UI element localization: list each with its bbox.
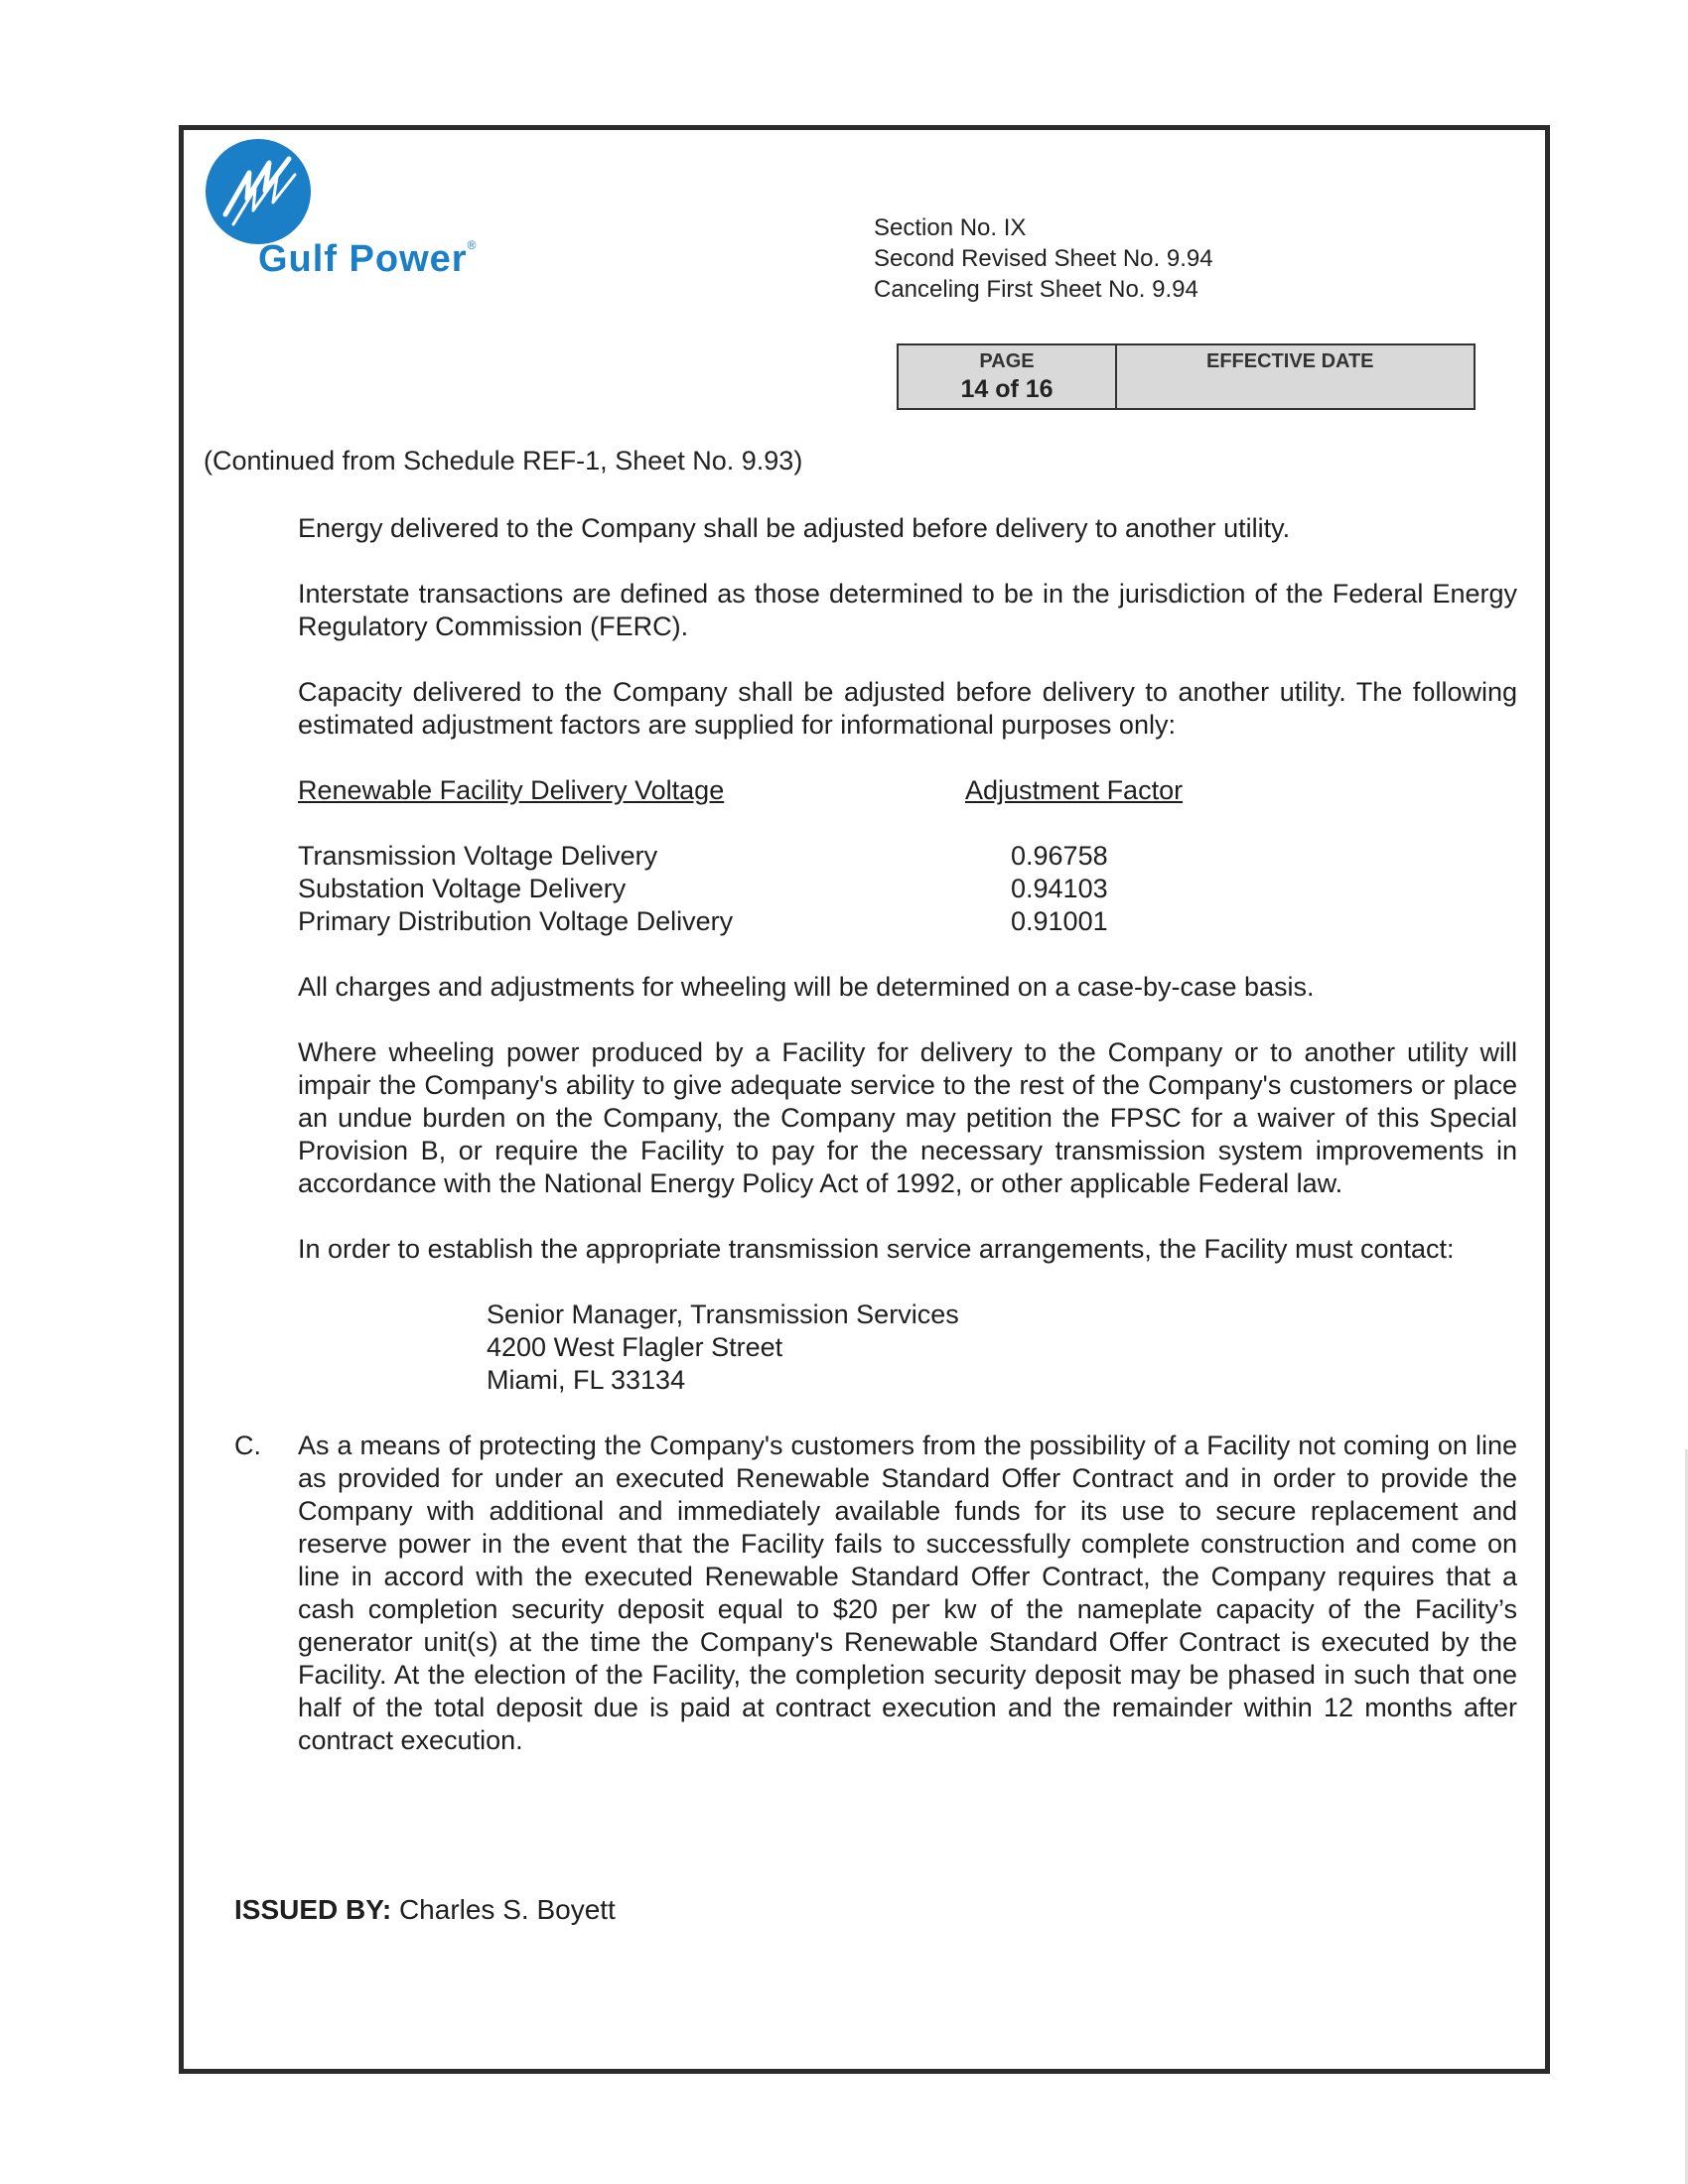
- effective-date-cell: [1117, 345, 1474, 408]
- issued-by-label: ISSUED BY:: [234, 1894, 392, 1925]
- gulf-power-logo-icon: [204, 137, 313, 246]
- factor-table-header: [298, 774, 1291, 807]
- canceling-sheet: Canceling First Sheet No. 9.94: [874, 276, 1198, 303]
- provision-letter: C.: [234, 1431, 261, 1460]
- row-value: 0.91001: [1011, 906, 1108, 936]
- header-adjustment-factor: Adjustment Factor: [965, 775, 1184, 805]
- page-cell: [899, 345, 1117, 408]
- table-row: [298, 840, 1291, 873]
- logo-brand-text: Gulf Power: [258, 238, 468, 280]
- address-line: Senior Manager, Transmission Services: [487, 1299, 959, 1329]
- provision-c: [234, 1430, 1517, 1757]
- issued-by-name: Charles S. Boyett: [398, 1894, 616, 1925]
- logo-wordmark: [258, 238, 477, 281]
- contact-address: [487, 1298, 1517, 1397]
- address-line: Miami, FL 33134: [487, 1365, 686, 1395]
- table-row: [298, 905, 1291, 938]
- paragraph-wheeling-impair: Where wheeling power produced by a Facility for delivery to the Company or to another utility will impair the Company's ability to give adequate service to the rest of the Company's customers or place an undue burden on the Company, the Company may petition the FPSC for a waiver of this Special Provision B, or require the Facility to pay for the necessary transmission system improvements in accordance with the National Energy Policy Act of 1992, or other applicable Federal law.: [298, 1037, 1517, 1198]
- address-line: 4200 West Flagler Street: [487, 1332, 783, 1362]
- paragraph-wheeling-charges: All charges and adjustments for wheeling will be determined on a case-by-case basis.: [298, 972, 1315, 1002]
- row-value: 0.96758: [1011, 841, 1108, 871]
- company-logo: [204, 137, 591, 286]
- paragraph-contact: In order to establish the appropriate transmission service arrangements, the Facility must contact:: [298, 1234, 1455, 1264]
- section-info: [874, 212, 1213, 305]
- table-row: [298, 873, 1291, 905]
- paragraph-capacity: Capacity delivered to the Company shall be adjusted before delivery to another utility. The following estimated adjustment factors are supplied for informational purposes only:: [298, 677, 1517, 740]
- effective-date-label: EFFECTIVE DATE: [1206, 350, 1374, 372]
- section-number: Section No. IX: [874, 214, 1027, 241]
- paragraph-energy: Energy delivered to the Company shall be adjusted before delivery to another utility.: [298, 513, 1291, 543]
- page-label: PAGE: [979, 350, 1035, 372]
- sheet-number: Second Revised Sheet No. 9.94: [874, 245, 1213, 272]
- row-value: 0.94103: [1011, 874, 1108, 903]
- paragraph-interstate: Interstate transactions are defined as those determined to be in the jurisdiction of the Federal Energy Regulatory Commission (FERC).: [298, 579, 1517, 641]
- row-label: Primary Distribution Voltage Delivery: [298, 906, 734, 936]
- header-delivery-voltage: Renewable Facility Delivery Voltage: [298, 775, 725, 805]
- page-effective-box: [897, 343, 1476, 410]
- adjustment-factor-table: [298, 774, 1291, 938]
- page-value: 14 of 16: [960, 375, 1054, 403]
- document-body: [234, 512, 1517, 1790]
- provision-c-text: As a means of protecting the Company's customers from the possibility of a Facility not coming on line as provided for under an executed Renewable Standard Offer Contract and in order to provide the Company with additional and immediately available funds for its use to secure replacement and reserve power in the event that the Facility fails to successfully complete construction and come on line in accord with the executed Renewable Standard Offer Contract, the Company requires that a cash completion security deposit equal to $20 per kw of the nameplate capacity of the Facility’s generator unit(s) at the time the Company's Renewable Standard Offer Contract is executed by the Facility. At the election of the Facility, the completion security deposit may be phased in such that one half of the total deposit due is paid at contract execution and the remainder within 12 months after contract execution.: [298, 1431, 1517, 1755]
- row-label: Transmission Voltage Delivery: [298, 841, 658, 871]
- registered-mark: ®: [467, 238, 478, 252]
- continued-note: (Continued from Schedule REF-1, Sheet No. 9.93): [204, 446, 803, 476]
- row-label: Substation Voltage Delivery: [298, 874, 627, 903]
- issued-by: [234, 1894, 616, 1926]
